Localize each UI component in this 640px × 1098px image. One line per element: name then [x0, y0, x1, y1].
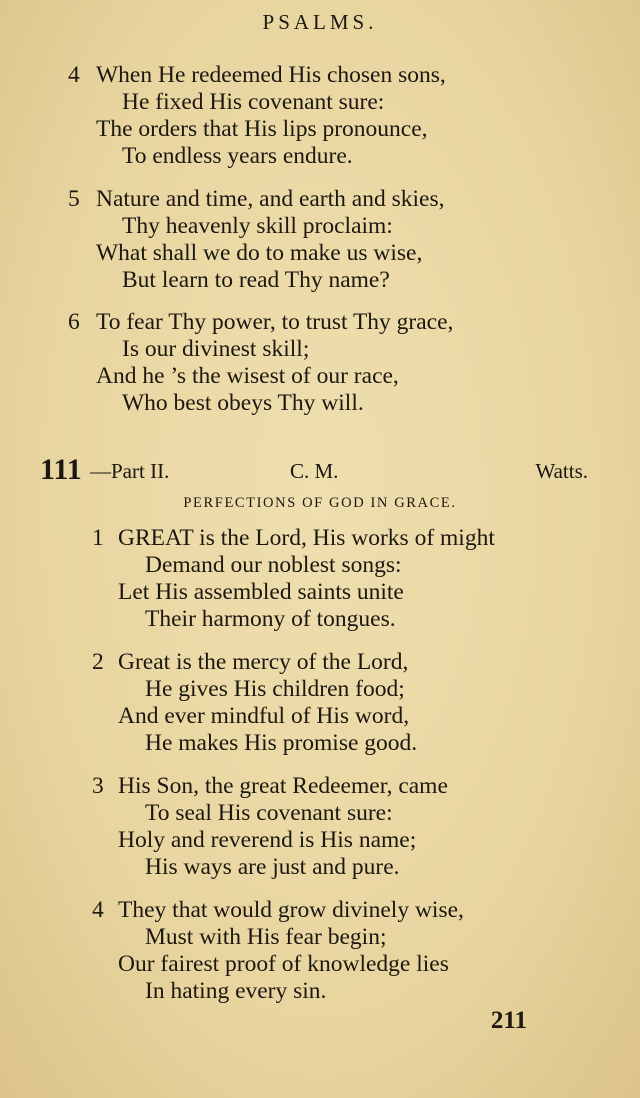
verse-line: In hating every sin.	[145, 978, 327, 1004]
stanza-number: 4	[68, 62, 80, 88]
verse-line: He makes His promise good.	[145, 730, 418, 756]
verse-line: Great is the mercy of the Lord,	[118, 649, 409, 675]
verse-line: His ways are just and pure.	[145, 854, 400, 880]
hymn-number: 111	[40, 453, 82, 486]
verse-line: He fixed His covenant sure:	[122, 89, 385, 115]
verse-line: To seal His covenant sure:	[145, 800, 393, 826]
verse-line: They that would grow divinely wise,	[118, 897, 464, 923]
verse-line: But learn to read Thy name?	[122, 267, 390, 293]
verse-line: Who best obeys Thy will.	[122, 390, 364, 416]
verse-line: GREAT is the Lord, His works of might	[118, 525, 495, 551]
verse-line: Thy heavenly skill proclaim:	[122, 213, 393, 239]
verse-line: And ever mindful of His word,	[118, 703, 410, 729]
stanza-number: 1	[92, 525, 104, 551]
verse-line: His Son, the great Redeemer, came	[118, 773, 448, 799]
stanza-number: 4	[92, 897, 104, 923]
hymn-meter: C. M.	[290, 459, 339, 483]
verse-line: Nature and time, and earth and skies,	[96, 186, 445, 212]
running-head: PSALMS.	[262, 10, 378, 34]
verse-line: When He redeemed His chosen sons,	[96, 62, 446, 88]
verse-line: To endless years endure.	[122, 143, 353, 169]
verse-line: Our fairest proof of knowledge lies	[118, 951, 449, 977]
verse-line: Their harmony of tongues.	[145, 606, 396, 632]
verse-line: Is our divinest skill;	[122, 336, 310, 362]
verse-line: Must with His fear begin;	[145, 924, 387, 950]
stanza-number: 6	[68, 309, 80, 335]
verse-line: He gives His children food;	[145, 676, 405, 702]
verse-line: To fear Thy power, to trust Thy grace,	[96, 309, 454, 335]
verse-line: What shall we do to make us wise,	[96, 240, 423, 266]
hymn-part: —Part II.	[90, 459, 170, 483]
hymn-subtitle: PERFECTIONS OF GOD IN GRACE.	[183, 495, 457, 511]
stanza-number: 2	[92, 649, 104, 675]
hymn-header	[40, 454, 588, 486]
verse-line: Let His assembled saints unite	[118, 579, 404, 605]
stanza-number: 3	[92, 773, 104, 799]
verse-line: Demand our noblest songs:	[145, 552, 402, 578]
stanza-number: 5	[68, 186, 80, 212]
verse-line: And he ’s the wisest of our race,	[96, 363, 399, 389]
page-number: 211	[490, 1007, 527, 1034]
verse-line: The orders that His lips pronounce,	[96, 116, 428, 142]
hymn-author: Watts.	[535, 459, 588, 483]
verse-line: Holy and reverend is His name;	[118, 827, 417, 853]
